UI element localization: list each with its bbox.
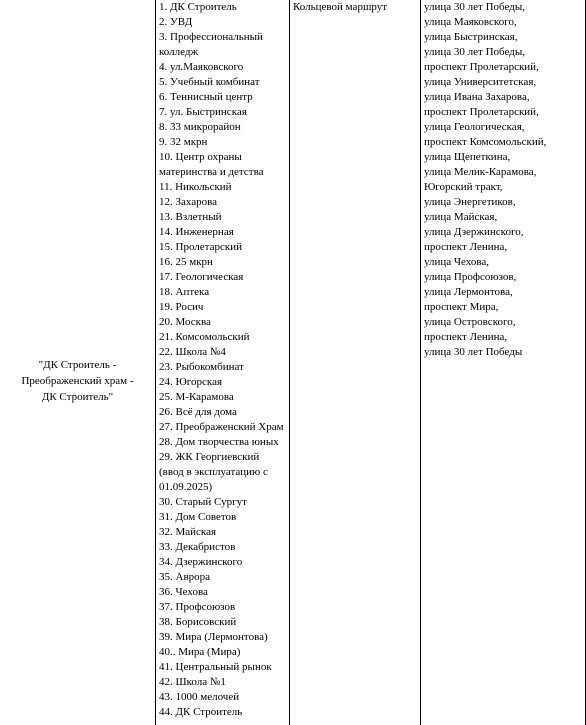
stop-item: 7. ул. Быстринская	[159, 106, 247, 118]
stop-item: 21. Комсомольский	[159, 331, 250, 343]
street-item: улица Маяковского,	[424, 16, 517, 28]
street-item: улица Островского,	[424, 316, 516, 328]
stop-item: 13. Взлетный	[159, 211, 222, 223]
street-item: улица Дзержинского,	[424, 226, 524, 238]
stop-item: 16. 25 мкрн	[159, 256, 213, 268]
street-item: улица Лермонтова,	[424, 286, 513, 298]
stop-item: 3. Профессиональный колледж	[159, 31, 263, 58]
stop-item: 43. 1000 мелочей	[159, 691, 240, 703]
street-item: улица 30 лет Победы,	[424, 46, 525, 58]
street-item: улица Геологическая,	[424, 121, 525, 133]
street-item: улица Профсоюзов,	[424, 271, 517, 283]
stop-item: 18. Аптека	[159, 286, 210, 298]
column-divider	[420, 0, 421, 725]
stop-item: 1. ДК Строитель	[159, 1, 237, 13]
street-item: улица 30 лет Победы	[424, 346, 523, 358]
stop-item: 34. Дзержинского	[159, 556, 243, 568]
streets-list	[424, 0, 586, 360]
route-name-cell: "ДК Строитель - Преображенский храм - ДК Строитель"	[21, 359, 134, 403]
stop-item: 25. М-Карамова	[159, 391, 234, 403]
stop-item: 22. Школа №4	[159, 346, 226, 358]
stop-item: 44. ДК Строитель	[159, 706, 243, 718]
stop-item: 24. Югорская	[159, 376, 223, 388]
stop-item: 20. Москва	[159, 316, 211, 328]
stop-item: 4. ул.Маяковского	[159, 61, 244, 73]
stop-item: 41. Центральный рынок	[159, 661, 272, 673]
stop-item: 28. Дом творчества юных	[159, 436, 279, 448]
column-divider	[155, 0, 156, 725]
street-item: улица Университетская,	[424, 76, 537, 88]
stop-item: 10. Центр охраны материнства и детства	[159, 151, 264, 178]
street-item: улица Майская,	[424, 211, 498, 223]
stop-item: 15. Пролетарский	[159, 241, 242, 253]
street-item: проспект Мира,	[424, 301, 499, 313]
stop-item: 36. Чехова	[159, 586, 208, 598]
stop-item: 40.. Мира (Мира)	[159, 646, 241, 658]
stops-list	[159, 0, 289, 720]
stop-item: 23. Рыбокомбинат	[159, 361, 244, 373]
street-item: улица Чехова,	[424, 256, 490, 268]
street-item: улица 30 лет Победы,	[424, 1, 525, 13]
column-divider	[289, 0, 290, 725]
route-type-cell: Кольцевой маршрут	[293, 1, 388, 13]
street-item: улица Быстринская,	[424, 31, 518, 43]
stop-item: 42. Школа №1	[159, 676, 226, 688]
stop-item: 37. Профсоюзов	[159, 601, 236, 613]
stop-item: 8. 33 микрорайон	[159, 121, 241, 133]
stop-item: 38. Борисовский	[159, 616, 237, 628]
street-item: улица Щепеткина,	[424, 151, 511, 163]
stop-item: 33. Декабристов	[159, 541, 236, 553]
stop-item: 9. 32 мкрн	[159, 136, 208, 148]
street-item: улица Энергетиков,	[424, 196, 516, 208]
stop-item: 39. Мира (Лермонтова)	[159, 631, 268, 643]
stop-item: 2. УВД	[159, 16, 193, 28]
stop-item: 6. Теннисный центр	[159, 91, 253, 103]
stop-item: 32. Майская	[159, 526, 217, 538]
street-item: проспект Пролетарский,	[424, 106, 539, 118]
street-item: Югорский тракт,	[424, 181, 503, 193]
street-item: проспект Ленина,	[424, 331, 508, 343]
stop-item: 14. Инженерная	[159, 226, 234, 238]
street-item: улица Мелик-Карамова,	[424, 166, 537, 178]
stop-item: 26. Всё для дома	[159, 406, 237, 418]
stop-item: 31. Дом Советов	[159, 511, 237, 523]
stop-item: 35. Аврора	[159, 571, 211, 583]
street-item: проспект Ленина,	[424, 241, 508, 253]
stop-item: 30. Старый Сургут	[159, 496, 247, 508]
stop-item: 19. Росич	[159, 301, 204, 313]
stop-item: 5. Учебный комбинат	[159, 76, 260, 88]
street-item: улица Ивана Захарова,	[424, 91, 530, 103]
stop-item: 11. Никольский	[159, 181, 232, 193]
street-item: проспект Пролетарский,	[424, 61, 539, 73]
stop-item: 17. Геологическая	[159, 271, 244, 283]
stop-item: 27. Преображенский Храм	[159, 421, 284, 433]
stop-item: 29. ЖК Георгиевский (ввод в эксплуатацию с 01.09.2025)	[159, 451, 268, 493]
stop-item: 12. Захарова	[159, 196, 218, 208]
street-item: проспект Комсомольский,	[424, 136, 547, 148]
